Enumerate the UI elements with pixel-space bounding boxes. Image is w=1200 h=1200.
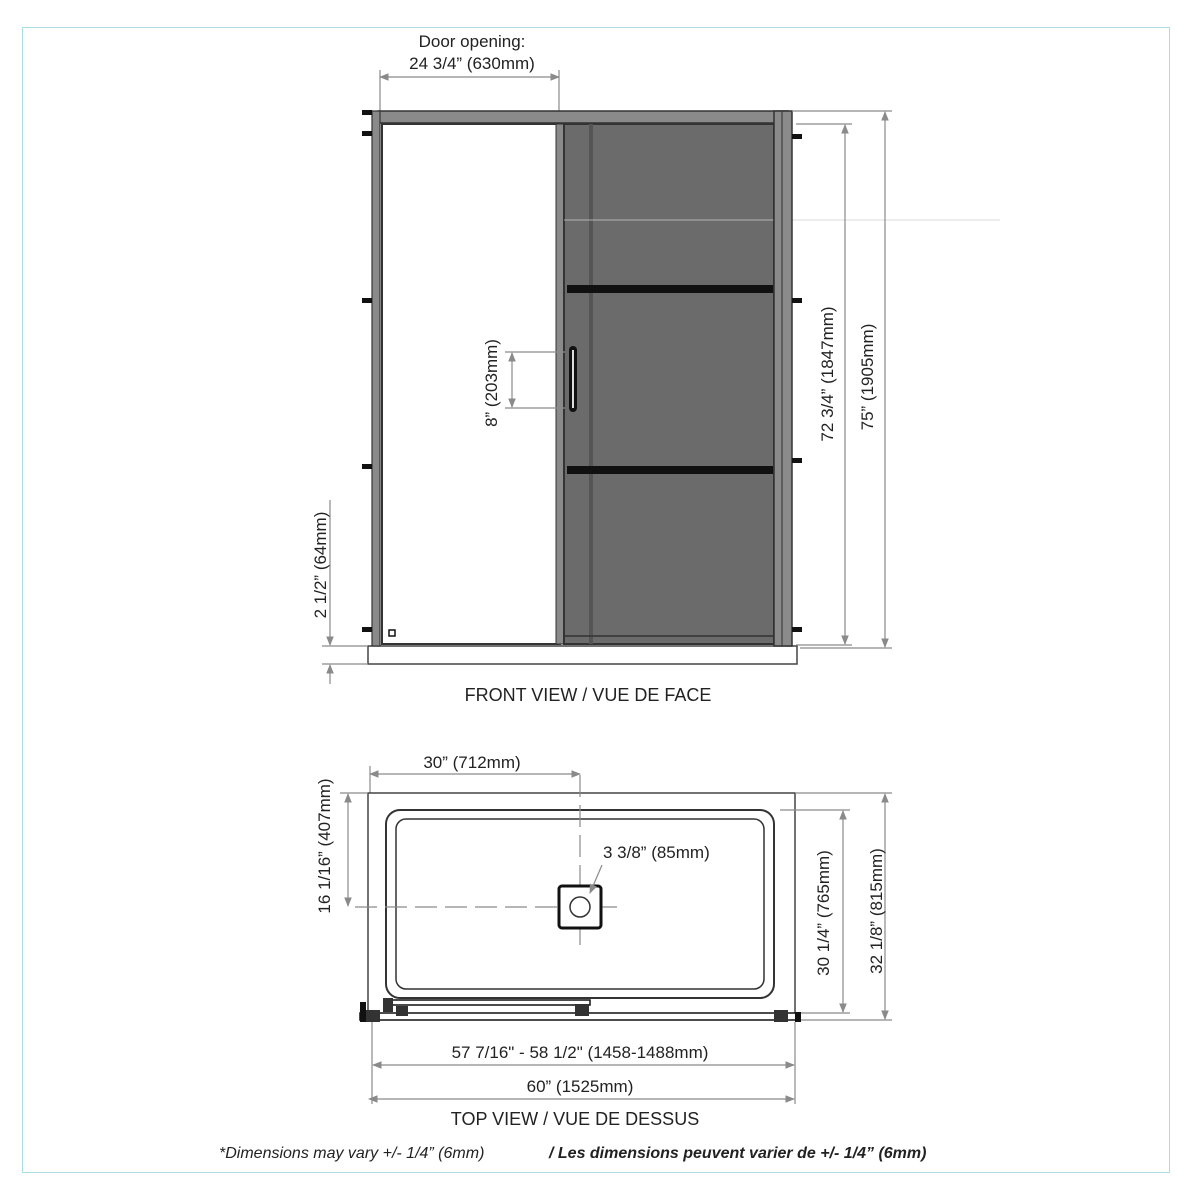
panel-bar-lower xyxy=(567,466,773,474)
front-view xyxy=(311,32,1000,705)
top-header-rail xyxy=(378,111,788,123)
base-offset-label: 2 1/2” (64mm) xyxy=(311,511,330,619)
drain-offset-y-label: 16 1/16” (407mm) xyxy=(315,778,334,914)
panel-height-label: 72 3/4” (1847mm) xyxy=(818,306,837,442)
drain-hole xyxy=(570,897,590,917)
door-opening-value: 24 3/4” (630mm) xyxy=(409,54,535,73)
front-view-caption: FRONT VIEW / VUE DE FACE xyxy=(464,685,712,705)
panel-bar-upper xyxy=(567,285,773,293)
outer-depth-label: 32 1/8” (815mm) xyxy=(867,848,886,974)
door-width-range-label: 57 7/16" - 58 1/2" (1458-1488mm) xyxy=(451,1043,709,1062)
fixed-panel-mullion xyxy=(589,124,593,644)
right-wall-jamb xyxy=(774,111,792,646)
total-height-label: 75” (1905mm) xyxy=(858,323,877,431)
inner-depth-label: 30 1/4” (765mm) xyxy=(814,850,833,976)
footnote-english: *Dimensions may vary +/- 1/4” (6mm) xyxy=(219,1145,485,1162)
shower-base xyxy=(368,646,797,664)
top-view-caption: TOP VIEW / VUE DE DESSUS xyxy=(450,1109,700,1129)
fixed-panel-glass xyxy=(564,124,774,644)
base-width-label: 60” (1525mm) xyxy=(526,1077,634,1096)
door-opening-label: Door opening: xyxy=(418,32,526,51)
handle-highlight xyxy=(572,350,574,408)
footnote-french: / Les dimensions peuvent varier de +/- 1/4” (6mm) xyxy=(549,1145,927,1162)
right-wall-anchors xyxy=(792,134,802,632)
drain-size-label: 3 3/8” (85mm) xyxy=(603,843,710,862)
sliding-door-glass xyxy=(382,124,560,644)
left-wall-anchors xyxy=(362,110,372,632)
top-view xyxy=(315,753,892,1129)
door-edge-stile xyxy=(556,124,564,644)
left-wall-jamb xyxy=(372,111,380,646)
drain-offset-x-label: 30” (712mm) xyxy=(423,753,521,772)
handle-dimension-label: 8” (203mm) xyxy=(482,339,501,427)
